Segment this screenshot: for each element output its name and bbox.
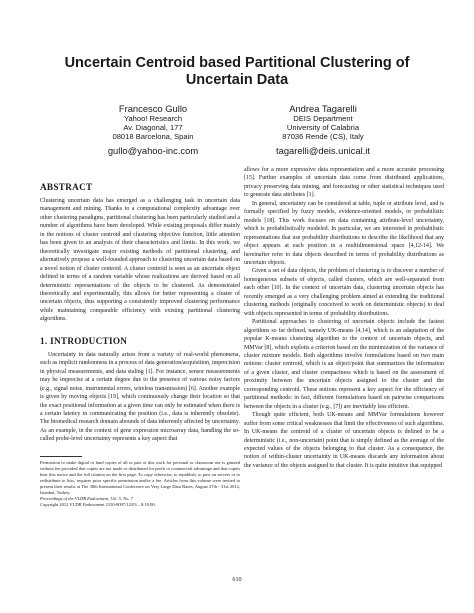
permission-footnote: Permission to make digital or hard copies of all or part of this work for personal or classroom use is granted without fee provided that copies are not made or distributed for profit or commercial advantage and that copies bear this notice and the full citation on the first page. To copy otherwise, to republish, to post on servers or to redistribute to lists, requires prior specific permission and/or a fee. Articles from this volume were invited to present their results at The 38th International Conference on Very Large Data Bases, August 27th - 31st 2012, Istanbul, Turkey.	[40, 459, 240, 495]
footnote-rule	[40, 456, 82, 457]
author-name: Andrea Tagarelli	[289, 103, 357, 114]
copyright-footnote: Copyright 2012 VLDB Endowment 2150-8097/12/03... $ 10.00.	[40, 501, 156, 507]
abstract-text: Clustering uncertain data has emerged as a challenging task in uncertain data management and mining. Thanks to a computational complexity advantage over other clustering paradigms, partitional clustering has been particularly studied and a number of algorithms have been developed. While existing proposals differ mainly in the notions of cluster centroid and clustering objective function, little attention has been given to an analysis of their characteristics and limits. In this work, we theoretically investigate major existing methods of partitional clustering, and alternatively propose a well-founded approach to clustering uncertain data based on a novel notion of cluster centroid. A cluster centroid is seen as an uncertain object defined in terms of a random variable whose realizations are derived based on all deterministic representations of the objects to be clustered. As demonstrated theoretically and experimentally, this allows for better representing a cluster of uncertain objects, thus supporting a consistently improved clustering performance while maintaining comparable efficiency with existing partitional clustering algorithms.	[40, 198, 240, 323]
proceedings-line: Proceedings of the VLDB Endowment, Vol. 5, No. 7	[40, 495, 133, 501]
author-name: Francesco Gullo	[118, 103, 188, 114]
author-email: gullo@yahoo-inc.com	[107, 145, 199, 156]
author-address: Av. Diagonal, 177	[123, 123, 183, 132]
body-paragraph-4: Partitional approaches to clustering of uncertain objects include the fastest algorithms so far defined, namely UK-means [4,14], which is an adaptation of the popular K-means clustering algorithm to the context of uncertain objects, and MMVar [8], which exploits a criterion based on the minimization of the variance of cluster mixture models. Both algorithms involve formulations based on two main notions: cluster centroid, which is an object/point that summarizes the information of a given cluster, and cluster compactness which is based on the assessment of proximity between the uncertain objects assigned to the cluster and the corresponding centroid. These notions represent a key aspect for the efficiency of partitional methods: in fact, different formulations based on pairwise comparisons between the objects in a cluster (e.g., [7]) are inevitably less efficient.	[244, 319, 444, 410]
page-number: 610	[232, 576, 242, 583]
author-affiliation: DEIS Department	[293, 114, 353, 123]
introduction-heading: 1. INTRODUCTION	[40, 335, 128, 346]
right-column	[244, 166, 444, 470]
body-paragraph-1: allows for a more expressive data representation and a more accurate processing [15]. Further examples of uncertain data come from distributed applications, privacy preserving data mining, and forecasting or other statistical techniques used to generate data attributes [1].	[244, 167, 444, 199]
author-block-1	[63, 103, 243, 156]
author-affiliation: Yahoo! Research	[123, 114, 183, 123]
left-column	[40, 182, 240, 508]
author-address: University of Calabria	[286, 123, 360, 132]
title-line-2: Uncertain Data	[185, 72, 289, 88]
paper-title	[40, 55, 434, 89]
body-paragraph-3: Given a set of data objects, the problem of clustering is to discover a number of homogeneous subsets of objects, called clusters, which are well-separated from each other [10]. In the context of uncertain data, clustering uncertain objects has recently emerged as a very challenging problem aimed at extending the traditional clustering methods (originally conceived to work on deterministic objects) to deal with objects represented in terms of probability distributions.	[244, 268, 444, 317]
introduction-paragraph: Uncertainty in data naturally arises from a variety of real-world phenomena, such as implicit randomness in a process of data generation/acquisition, imprecision in physical measurements, and data staling [1]. For instance, sensor measurements may be imprecise at a certain degree due to the presence of various noisy factors (e.g., signal noise, instrumental errors, wireless transmission) [6]. Another example is given by moving objects [19], which continuously change their location so that the exact positional information at a given time can only be estimated when there is a certain latency in communicating the position (i.e., data is inherently obsolete). The biomedical research domain abounds of data inherently affected by uncertainty. As an example, in the context of gene expression microarray data, handling the so-called probe-level uncertainty represents a key aspect that	[40, 351, 240, 443]
abstract-heading: ABSTRACT	[40, 182, 93, 192]
author-city: 87036 Rende (CS), Italy	[282, 132, 364, 141]
body-paragraph-5: Though quite efficient, both UK-means and MMVar formulations however suffer from some critical weaknesses that limit the effectiveness of such algorithms. In UK-means the centroid of a cluster of uncertain objects is defined to be a deterministic (i.e., non-uncertain) point that is simply defined as the average of the expected values of the objects belonging to that cluster. As a consequence, the notion of within-cluster uncertainty in UK-means discards any information about the variance of the objects assigned to that cluster. It is quite intuitive that equipped	[244, 412, 444, 469]
author-block-2	[233, 103, 413, 156]
body-paragraph-2: In general, uncertainty can be considered at table, tuple or attribute level, and is formally specified by fuzzy models, evidence-oriented models, or probabilistic models [18]. This work focuses on data containing attribute-level uncertainty, which is probabilistically modeled. In particular, we are interested in probabilistic representations that use probability distributions to describe the likelihood that any object appears at each position in a multidimensional space [4,12-14]. We hereinafter refer to data objects described in terms of probability distributions as uncertain objects.	[244, 200, 444, 266]
author-city: 08018 Barcelona, Spain	[112, 132, 194, 141]
author-email: tagarelli@deis.unical.it	[276, 145, 370, 156]
title-line-1: Uncertain Centroid based Partitional Clustering of	[64, 55, 410, 71]
